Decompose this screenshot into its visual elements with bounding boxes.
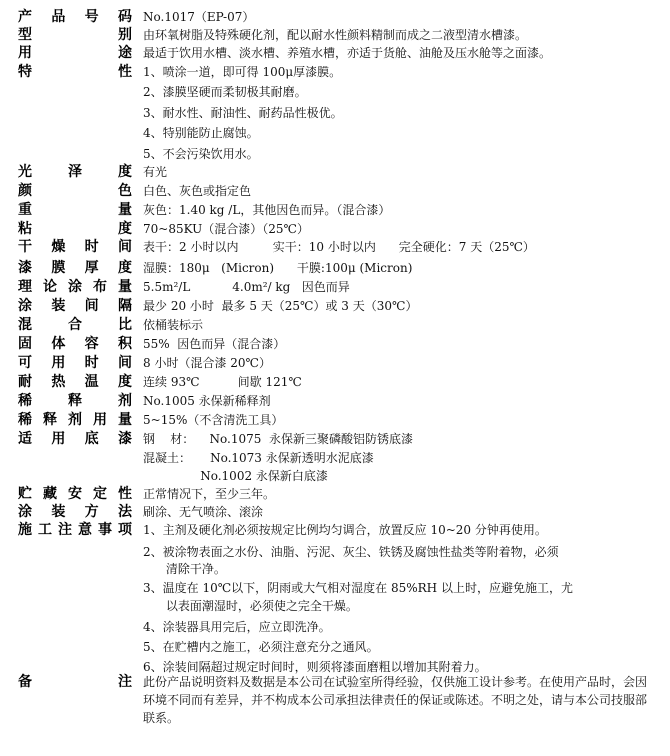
precaution-line: 2、被涂物表面之水份、油脂、污泥、灰尘、铁锈及腐蚀性盐类等附着物，必须 [143, 545, 559, 559]
spec-value: 最少 20 小时 最多 5 天（25℃）或 3 天（30℃） [143, 299, 418, 313]
label-char: 底 [84, 431, 99, 447]
feature-line: 1、喷涂一道，即可得 100μ厚漆膜。 [143, 65, 342, 79]
spec-value: 正常情况下，至少三年。 [143, 487, 276, 501]
spec-label [18, 220, 132, 238]
precaution-line: 5、在贮槽内之施工，必须注意充分之通风。 [143, 640, 379, 654]
spec-value: 8 小时（混合漆 20℃） [143, 356, 271, 370]
label-char: 稀 [18, 393, 32, 409]
spec-label [18, 259, 132, 277]
label-char: 性 [118, 486, 132, 502]
label-char: 光 [18, 164, 32, 180]
label-char: 量 [118, 412, 132, 428]
label-char: 比 [118, 317, 132, 333]
label-char: 施 [18, 522, 32, 538]
label-char: 号 [84, 9, 99, 25]
label-char: 间 [84, 298, 99, 314]
label-char: 混 [18, 317, 32, 333]
spec-label [18, 430, 132, 448]
spec-label [18, 411, 132, 429]
spec-label [18, 26, 132, 44]
spec-value: 5~15%（不含清洗工具） [143, 413, 284, 427]
label-char: 体 [51, 336, 66, 352]
spec-label [18, 373, 132, 391]
label-char: 量 [118, 202, 132, 218]
label-char: 厚 [84, 260, 99, 276]
label-char: 安 [68, 486, 82, 502]
label-char: 重 [18, 202, 32, 218]
label-char: 稀 [18, 412, 32, 428]
spec-value: 连续 93℃ 间歇 121℃ [143, 375, 302, 389]
label-char: 膜 [51, 260, 66, 276]
label-char: 别 [118, 27, 132, 43]
primer-line: No.1002 永保新白底漆 [143, 469, 328, 483]
remarks-text: 此份产品说明资料及数据是本公司在试验室所得经验，仅供施工设计参考。在使用产品时，会因环境不同而有差异，并不构成本公司承担法律责任的保证或陈述。不明之处，请与本公司技服部联系。 [143, 675, 648, 725]
label-char: 码 [117, 9, 132, 25]
feature-line: 2、漆膜坚硬而柔韧极其耐磨。 [143, 85, 307, 99]
label-char: 布 [93, 279, 107, 295]
label-char: 型 [18, 27, 32, 43]
label-char: 备 [18, 674, 32, 690]
spec-value: 白色、灰色或指定色 [143, 184, 252, 198]
label-char: 用 [18, 45, 32, 61]
label-char: 固 [18, 336, 32, 352]
label-char: 粘 [18, 221, 32, 237]
spec-label [18, 673, 132, 691]
label-char: 方 [84, 504, 99, 520]
label-char: 法 [117, 504, 132, 520]
label-char: 涂 [18, 504, 32, 520]
precaution-line: 4、涂装器具用完后，应立即洗净。 [143, 620, 331, 634]
spec-value: No.1005 永保新稀释剂 [143, 394, 271, 408]
feature-line: 4、特别能防止腐蚀。 [143, 126, 259, 140]
label-char: 间 [117, 355, 132, 371]
label-char: 用 [93, 412, 107, 428]
label-char: 装 [51, 504, 66, 520]
label-char: 论 [43, 279, 57, 295]
label-char: 耐 [18, 374, 32, 390]
spec-label [18, 354, 132, 372]
label-char: 漆 [18, 260, 32, 276]
spec-value: 灰色：1.40 kg /L，其他因色而异。（混合漆） [143, 203, 391, 217]
spec-value: 由环氧树脂及特殊硬化剂，配以耐水性颜料精制而成之二液型清水槽漆。 [143, 28, 528, 42]
label-char: 定 [93, 486, 107, 502]
spec-label [18, 521, 132, 539]
spec-value: 55% 因色而异（混合漆） [143, 337, 286, 351]
spec-label [18, 392, 132, 410]
label-char: 事 [98, 522, 112, 538]
precaution-line: 1、主剂及硬化剂必须按规定比例均匀调合，放置反应 10~20 分钟再使用。 [143, 523, 547, 537]
spec-value: 5.5m²/L 4.0m²/ kg 因色而异 [143, 280, 350, 294]
label-char: 注 [58, 522, 72, 538]
label-char: 特 [18, 64, 32, 80]
label-char: 用 [51, 431, 66, 447]
spec-label [18, 8, 132, 26]
label-char: 度 [117, 374, 132, 390]
spec-value: No.1017（EP-07） [143, 10, 255, 24]
label-char: 意 [78, 522, 92, 538]
spec-label [18, 182, 132, 200]
primer-line: 钢 材： No.1075 永保新三聚磷酸铝防锈底漆 [143, 432, 414, 446]
label-char: 干 [18, 239, 32, 255]
label-char: 积 [117, 336, 132, 352]
label-char: 藏 [43, 486, 57, 502]
spec-label [18, 485, 132, 503]
label-char: 贮 [18, 486, 32, 502]
label-char: 度 [118, 164, 132, 180]
label-char: 隔 [117, 298, 132, 314]
spec-label [18, 316, 132, 334]
precaution-line: 6、涂装间隔超过规定时间时，则须将漆面磨粗以增加其附着力。 [143, 660, 487, 674]
label-char: 途 [118, 45, 132, 61]
precaution-line: 清除干净。 [143, 562, 226, 576]
label-char: 间 [117, 239, 132, 255]
spec-value: 最适于饮用水槽、淡水槽、养殖水槽，亦适于货舱、油舱及压水舱等之面漆。 [143, 46, 552, 60]
label-char: 适 [18, 431, 32, 447]
spec-value: 刷涂、无气喷涂、滚涂 [143, 505, 264, 519]
precaution-line: 3、温度在 10℃以下，阴雨或大气相对湿度在 85%RH 以上时，应避免施工，尤 [143, 581, 573, 595]
label-char: 合 [68, 317, 82, 333]
label-char: 时 [84, 355, 99, 371]
label-char: 品 [51, 9, 66, 25]
label-char: 工 [38, 522, 52, 538]
label-char: 度 [117, 260, 132, 276]
label-char: 理 [18, 279, 32, 295]
label-char: 性 [118, 64, 132, 80]
label-char: 用 [51, 355, 66, 371]
label-char: 燥 [51, 239, 66, 255]
label-char: 释 [68, 393, 82, 409]
spec-label [18, 297, 132, 315]
feature-line: 3、耐水性、耐油性、耐药品性极优。 [143, 106, 343, 120]
label-char: 剂 [68, 412, 82, 428]
label-char: 可 [18, 355, 32, 371]
spec-label [18, 335, 132, 353]
label-char: 漆 [117, 431, 132, 447]
feature-line: 5、不会污染饮用水。 [143, 147, 259, 161]
precaution-line: 以表面潮湿时，必须使之完全干燥。 [143, 599, 358, 613]
label-char: 涂 [68, 279, 82, 295]
label-char: 色 [118, 183, 132, 199]
label-char: 剂 [118, 393, 132, 409]
label-char: 颜 [18, 183, 32, 199]
label-char: 温 [84, 374, 99, 390]
spec-label [18, 63, 132, 81]
spec-label [18, 278, 132, 296]
spec-value: 湿膜：180μ (Micron) 干膜:100μ (Micron) [143, 261, 413, 275]
spec-label [18, 238, 132, 256]
primer-line: 混凝土： No.1073 永保新透明水泥底漆 [143, 451, 374, 465]
spec-value: 有光 [143, 165, 168, 179]
label-char: 量 [118, 279, 132, 295]
label-char: 产 [18, 9, 32, 25]
spec-label [18, 503, 132, 521]
label-char: 项 [118, 522, 132, 538]
label-char: 时 [84, 239, 99, 255]
label-char: 度 [118, 221, 132, 237]
spec-label [18, 201, 132, 219]
label-char: 注 [118, 674, 132, 690]
label-char: 容 [84, 336, 99, 352]
label-char: 泽 [68, 164, 82, 180]
label-char: 释 [43, 412, 57, 428]
label-char: 装 [51, 298, 66, 314]
spec-label [18, 44, 132, 62]
spec-label [18, 163, 132, 181]
spec-value: 70~85KU（混合漆）（25℃） [143, 222, 309, 236]
label-char: 热 [51, 374, 66, 390]
spec-value: 表干：2 小时以内 实干：10 小时以内 完全硬化：7 天（25℃） [143, 240, 535, 254]
spec-value: 依桶装标示 [143, 318, 204, 332]
label-char: 涂 [18, 298, 32, 314]
